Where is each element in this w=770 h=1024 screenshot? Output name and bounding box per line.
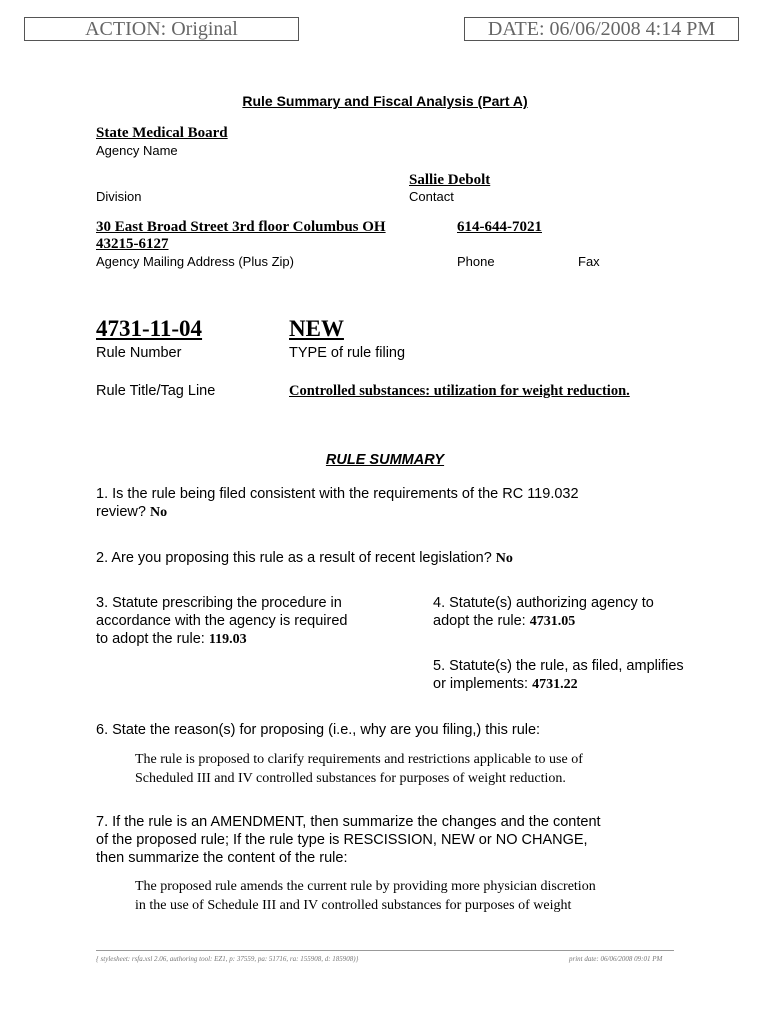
address-label: Agency Mailing Address (Plus Zip)	[96, 254, 294, 269]
date-box	[464, 17, 739, 41]
question-7-line-1: 7. If the rule is an AMENDMENT, then summarize the changes and the content	[96, 814, 601, 830]
question-7-line-3: then summarize the content of the rule:	[96, 850, 348, 866]
rule-number-label: Rule Number	[96, 345, 182, 361]
footer-stylesheet-info: { stylesheet: rsfa.xsl 2.06, authoring tool: EZ1, p: 37559, pa: 51716, ra: 155908, d: 185908)}	[96, 955, 359, 963]
address-line-1: 30 East Broad Street 3rd floor Columbus OH	[96, 219, 386, 235]
action-label: ACTION: Original	[85, 18, 238, 40]
question-1	[96, 485, 696, 522]
rule-title: Controlled substances: utilization for weight reduction.	[289, 383, 630, 399]
contact-label: Contact	[409, 189, 454, 204]
rule-number: 4731-11-04	[96, 316, 203, 341]
question-3-line-3: to adopt the rule:	[96, 631, 205, 647]
rule-summary-heading: RULE SUMMARY	[325, 452, 445, 468]
question-5	[433, 657, 753, 694]
question-2-text: 2. Are you proposing this rule as a result of recent legislation?	[96, 550, 492, 566]
question-2-answer: No	[495, 551, 513, 566]
question-5-answer: 4731.22	[532, 677, 578, 692]
division-label: Division	[96, 189, 142, 204]
fax-label: Fax	[578, 254, 600, 269]
page-title: Rule Summary and Fiscal Analysis (Part A)	[242, 93, 528, 109]
question-7-answer-line-1: The proposed rule amends the current rule by providing more physician discretion	[135, 879, 596, 894]
contact-name: Sallie Debolt	[409, 172, 491, 188]
question-6-answer-line-2: Scheduled III and IV controlled substances for purposes of weight reduction.	[135, 771, 566, 786]
address-line-2: 43215-6127	[96, 236, 169, 252]
question-1-line-1: 1. Is the rule being filed consistent with the requirements of the RC 119.032	[96, 486, 579, 502]
question-6-answer	[135, 750, 735, 788]
rule-type-label: TYPE of rule filing	[289, 345, 406, 361]
question-7-answer-line-2: in the use of Schedule III and IV controlled substances for purposes of weight	[135, 898, 572, 913]
question-5-line-2: or implements:	[433, 676, 529, 692]
question-7	[96, 813, 736, 867]
question-2	[96, 549, 696, 568]
agency-address	[96, 219, 386, 253]
question-3-answer: 119.03	[208, 632, 247, 647]
question-1-answer: No	[150, 505, 168, 520]
question-5-line-1: 5. Statute(s) the rule, as filed, amplifies	[433, 658, 684, 674]
date-label: DATE: 06/06/2008 4:14 PM	[487, 18, 716, 40]
question-7-answer	[135, 877, 735, 915]
rule-title-label: Rule Title/Tag Line	[96, 383, 216, 399]
question-6-answer-line-1: The rule is proposed to clarify requirements and restrictions applicable to use of	[135, 752, 583, 767]
agency-name: State Medical Board	[96, 125, 228, 141]
question-7-line-2: of the proposed rule; If the rule type is RESCISSION, NEW or NO CHANGE,	[96, 832, 588, 848]
agency-name-label: Agency Name	[96, 143, 178, 158]
question-4-answer: 4731.05	[529, 614, 576, 629]
question-4-line-2: adopt the rule:	[433, 613, 526, 629]
question-6: 6. State the reason(s) for proposing (i.e., why are you filing,) this rule:	[96, 722, 541, 738]
phone-label: Phone	[457, 254, 495, 269]
question-3-line-2: accordance with the agency is required	[96, 613, 348, 629]
question-4	[433, 594, 753, 631]
footer-divider	[96, 950, 674, 951]
phone-number: 614-644-7021	[457, 219, 542, 235]
action-box	[24, 17, 299, 41]
rule-type: NEW	[289, 316, 344, 341]
question-3	[96, 594, 416, 649]
question-1-line-2: review?	[96, 504, 146, 520]
question-4-line-1: 4. Statute(s) authorizing agency to	[433, 595, 654, 611]
footer-print-date: print date: 06/06/2008 09:01 PM	[569, 955, 663, 963]
question-3-line-1: 3. Statute prescribing the procedure in	[96, 595, 342, 611]
